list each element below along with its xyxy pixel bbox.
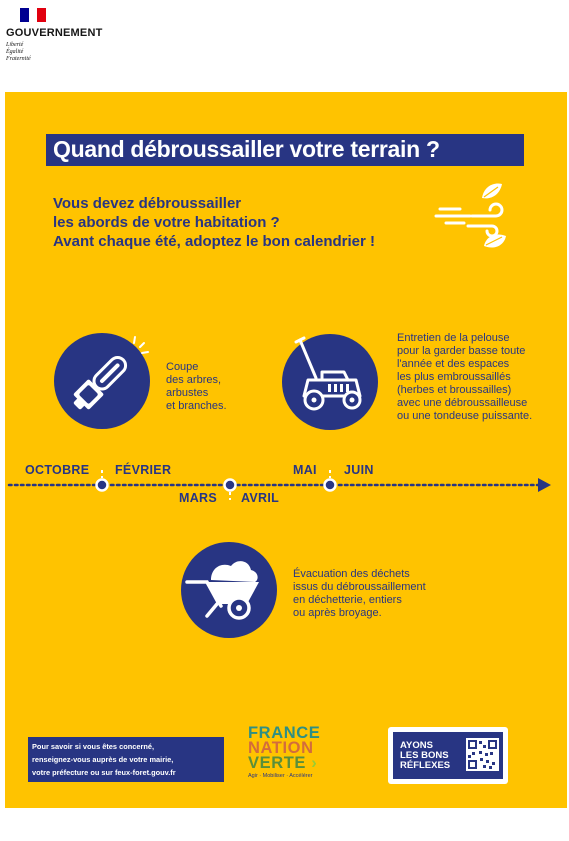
fnv-line: FRANCE xyxy=(248,724,321,742)
reflex-text xyxy=(400,741,450,771)
month-march: MARS xyxy=(179,491,218,505)
month-april: AVRIL xyxy=(241,491,280,505)
info-line[interactable]: votre préfecture ou sur feux-foret.gouv.fr xyxy=(32,768,176,777)
poster-title-box xyxy=(46,134,524,166)
reflex-line: RÉFLEXES xyxy=(400,760,451,771)
reflex-line: LES BONS xyxy=(400,750,449,761)
lawn-line: avec une débroussailleuse xyxy=(397,397,528,409)
motto-line: Égalité xyxy=(6,49,24,55)
lawn-mower-circle xyxy=(282,334,378,430)
wheelbarrow-circle xyxy=(181,542,277,638)
reflex-badge xyxy=(388,727,508,784)
intro-line: Avant chaque été, adoptez le bon calendrier ! xyxy=(53,233,376,250)
lawn-mower-icon xyxy=(282,334,378,430)
info-box xyxy=(28,737,224,782)
waste-line: ou après broyage. xyxy=(293,607,382,619)
month-october: OCTOBRE xyxy=(25,463,90,477)
lawn-line: les plus embroussaillés xyxy=(397,371,511,383)
lawn-line: Entretien de la pelouse xyxy=(397,332,510,344)
month-june: JUIN xyxy=(344,463,374,477)
qr-code-icon[interactable] xyxy=(466,738,499,771)
france-nation-verte-logo xyxy=(248,726,338,786)
motto-line: Fraternité xyxy=(6,56,31,62)
reflex-line: AYONS xyxy=(400,740,433,751)
motto-line: Liberté xyxy=(6,42,24,48)
gov-title: GOUVERNEMENT xyxy=(6,27,103,39)
info-line: renseignez-vous auprès de votre mairie, xyxy=(32,755,174,764)
waste-line: en déchetterie, entiers xyxy=(293,594,402,606)
cutting-line: des arbres, xyxy=(166,374,222,386)
cutting-line: et branches. xyxy=(166,400,227,412)
poster-title: Quand débroussailler votre terrain ? xyxy=(53,136,440,162)
waste-line: Évacuation des déchets xyxy=(293,568,410,580)
waste-text xyxy=(293,568,426,620)
cutting-line: arbustes xyxy=(166,387,209,399)
cutting-text xyxy=(166,361,227,413)
fnv-tagline: Agir · Mobiliser · Accélérer xyxy=(248,773,313,779)
motto xyxy=(6,42,31,63)
wind-leaves-icon xyxy=(434,176,514,256)
month-may: MAI xyxy=(293,463,317,477)
waste-line: issus du débroussaillement xyxy=(293,581,426,593)
lawn-line: ou une tondeuse puissante. xyxy=(397,410,533,422)
fnv-line: NATION xyxy=(248,739,314,757)
lawn-line: pour la garder basse toute xyxy=(397,345,526,357)
chainsaw-icon xyxy=(54,333,150,429)
timeline-marker xyxy=(225,480,236,491)
intro-text xyxy=(53,194,375,251)
wheelbarrow-icon xyxy=(181,542,277,638)
month-february: FÉVRIER xyxy=(115,463,172,477)
timeline xyxy=(5,470,567,500)
cutting-line: Coupe xyxy=(166,361,199,373)
fnv-line: VERTE › xyxy=(248,754,318,772)
arrow-right-icon xyxy=(538,478,551,492)
lawn-text xyxy=(397,332,532,423)
lawn-line: l'année et des espaces xyxy=(397,358,510,370)
flag-icon xyxy=(20,8,46,22)
chainsaw-circle xyxy=(54,333,150,429)
lawn-line: (herbes et broussailles) xyxy=(397,384,512,396)
timeline-marker xyxy=(97,480,108,491)
intro-line: les abords de votre habitation ? xyxy=(53,214,280,231)
info-line: Pour savoir si vous êtes concerné, xyxy=(32,742,154,751)
timeline-marker xyxy=(325,480,336,491)
intro-line: Vous devez débroussailler xyxy=(53,195,242,212)
